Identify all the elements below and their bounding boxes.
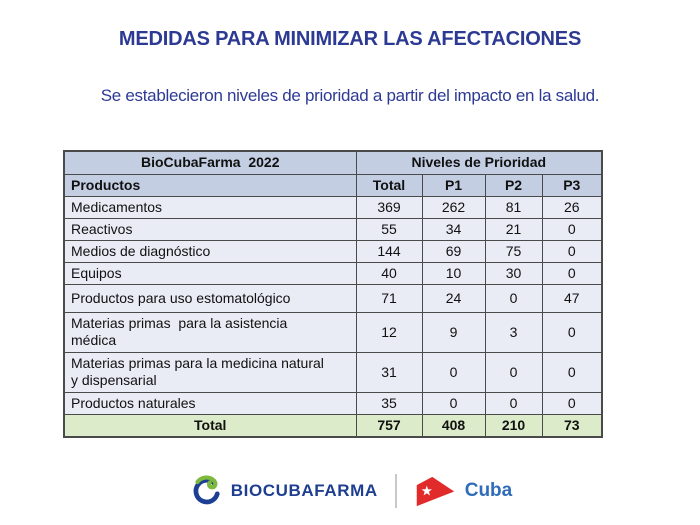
total-row-p2: 210 <box>485 414 542 437</box>
value-p3: 0 <box>542 392 602 414</box>
column-header-productos: Productos <box>64 174 356 196</box>
value-p3: 0 <box>542 218 602 240</box>
total-row-total: 757 <box>356 414 422 437</box>
product-label: Productos para uso estomatológico <box>64 284 356 312</box>
value-p1: 69 <box>422 240 485 262</box>
value-p2: 30 <box>485 262 542 284</box>
value-total: 55 <box>356 218 422 240</box>
value-total: 369 <box>356 196 422 218</box>
value-p1: 262 <box>422 196 485 218</box>
value-p2: 0 <box>485 392 542 414</box>
value-p2: 3 <box>485 312 542 352</box>
biocubafarma-logo-icon <box>188 474 222 508</box>
column-header-p3: P3 <box>542 174 602 196</box>
priority-levels-header-cell: Niveles de Prioridad <box>356 151 602 174</box>
value-p1: 0 <box>422 392 485 414</box>
product-label: Medios de diagnóstico <box>64 240 356 262</box>
table-row-equipos <box>64 262 602 284</box>
value-p3: 0 <box>542 262 602 284</box>
product-label: Materias primas para la asistencia médica <box>64 312 356 352</box>
product-label: Productos naturales <box>64 392 356 414</box>
value-p1: 9 <box>422 312 485 352</box>
table-row-medicamentos <box>64 196 602 218</box>
value-total: 144 <box>356 240 422 262</box>
value-total: 71 <box>356 284 422 312</box>
value-p1: 34 <box>422 218 485 240</box>
slide-subtitle: Se establecieron niveles de prioridad a partir del impacto en la salud. <box>100 86 600 105</box>
value-p3: 0 <box>542 240 602 262</box>
value-p1: 10 <box>422 262 485 284</box>
table-row-materias-medicina-natural <box>64 352 602 392</box>
column-header-p1: P1 <box>422 174 485 196</box>
value-p2: 81 <box>485 196 542 218</box>
value-p2: 75 <box>485 240 542 262</box>
biocubafarma-wordmark: BIOCUBAFARMA <box>230 481 378 500</box>
column-header-total: Total <box>356 174 422 196</box>
table-row-materias-asistencia <box>64 312 602 352</box>
table-row-productos-naturales <box>64 392 602 414</box>
column-header-p2: P2 <box>485 174 542 196</box>
value-p2: 0 <box>485 284 542 312</box>
org-year-header-cell <box>64 151 356 174</box>
value-p3: 0 <box>542 312 602 352</box>
table-total-row <box>64 414 602 437</box>
product-label: Equipos <box>64 262 356 284</box>
value-total: 31 <box>356 352 422 392</box>
value-p3: 47 <box>542 284 602 312</box>
value-p3: 26 <box>542 196 602 218</box>
footer-logos <box>0 468 700 514</box>
value-p2: 21 <box>485 218 542 240</box>
total-row-p1: 408 <box>422 414 485 437</box>
table-group-header-row <box>64 151 602 174</box>
cuba-wordmark: Cuba <box>464 480 513 501</box>
footer-divider <box>395 474 397 508</box>
table-row-reactivos <box>64 218 602 240</box>
slide-title: MEDIDAS PARA MINIMIZAR LAS AFECTACIONES <box>118 28 582 50</box>
value-total: 12 <box>356 312 422 352</box>
product-label: Reactivos <box>64 218 356 240</box>
value-p2: 0 <box>485 352 542 392</box>
product-label: Materias primas para la medicina natural y dispensarial <box>64 352 356 392</box>
total-row-label: Total <box>64 414 356 437</box>
value-p3: 0 <box>542 352 602 392</box>
table-column-header-row <box>64 174 602 196</box>
table-row-medios-diagnostico <box>64 240 602 262</box>
priority-levels-table <box>63 150 603 438</box>
value-total: 35 <box>356 392 422 414</box>
value-total: 40 <box>356 262 422 284</box>
value-p1: 0 <box>422 352 485 392</box>
org-year-header-label: BioCubaFarma 2022 <box>141 154 280 171</box>
cuba-flag-icon <box>414 475 456 508</box>
total-row-p3: 73 <box>542 414 602 437</box>
value-p1: 24 <box>422 284 485 312</box>
product-label: Medicamentos <box>64 196 356 218</box>
table-row-estomatologico <box>64 284 602 312</box>
